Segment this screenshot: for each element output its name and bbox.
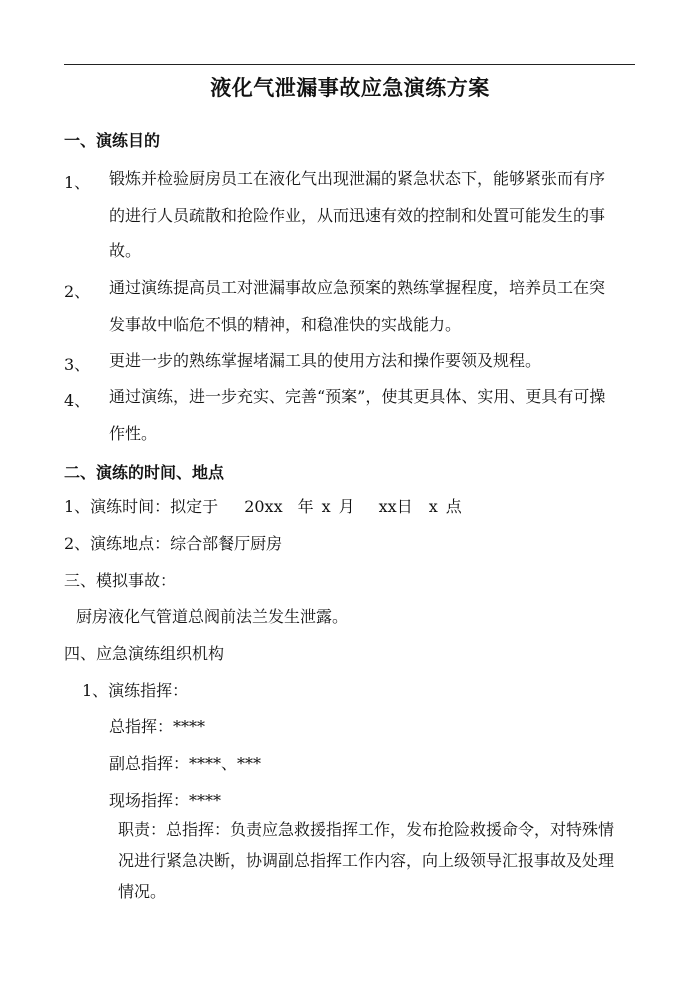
duty-line: 职责：总指挥：负责应急救援指挥工作，发布抢险救援命令，对特殊情 [118,820,615,839]
paragraph-line: 锻炼并检验厨房员工在液化气出现泄漏的紧急状态下，能够紧张而有序 [109,169,606,188]
paragraph-line: 通过演练，进一步充实、完善“预案”，使其更具体、实用、更具有可操 [109,387,606,406]
header-rule [64,64,635,65]
subsection-command: 1、演练指挥： [82,681,189,700]
drill-time-day: xx [378,497,397,516]
list-item-number: 3、 [64,355,91,374]
paragraph-line: 作性。 [109,424,158,443]
deputy-commander: 副总指挥：****、*** [109,754,262,773]
section-heading-time-place: 二、演练的时间、地点 [64,463,225,482]
section-heading-simulated-accident: 三、模拟事故： [64,571,177,590]
section-heading-organization: 四、应急演练组织机构 [64,644,225,663]
drill-time-hour: x [428,497,438,516]
site-commander: 现场指挥：**** [109,791,222,810]
drill-time-year: 20xx [244,497,283,516]
paragraph-line: 通过演练提高员工对泄漏事故应急预案的熟练掌握程度，培养员工在突 [109,278,606,297]
drill-time-line [64,497,462,517]
drill-place-line: 2、演练地点：综合部餐厅厨房 [64,534,283,553]
drill-time-hour-unit: 点 [445,497,462,516]
chief-commander: 总指挥：**** [109,717,206,736]
drill-time-month-unit: 月 [338,497,355,516]
paragraph-line: 发事故中临危不惧的精神，和稳准快的实战能力。 [109,315,462,334]
list-item-number: 4、 [64,391,91,410]
duty-line: 情况。 [118,882,167,901]
drill-time-month: x [321,497,331,516]
paragraph-line: 故。 [109,241,142,260]
list-item-number: 1、 [64,173,91,192]
drill-time-year-unit: 年 [297,497,314,516]
simulated-accident-text: 厨房液化气管道总阀前法兰发生泄露。 [76,607,349,626]
drill-time-day-unit: 日 [396,497,413,516]
paragraph-line: 更进一步的熟练掌握堵漏工具的使用方法和操作要领及规程。 [109,351,542,370]
duty-line: 况进行紧急决断，协调副总指挥工作内容，向上级领导汇报事故及处理 [118,851,615,870]
section-heading-purpose: 一、演练目的 [64,131,161,150]
page-title: 液化气泄漏事故应急演练方案 [210,75,490,100]
paragraph-line: 的进行人员疏散和抢险作业，从而迅速有效的控制和处置可能发生的事 [109,206,606,225]
list-item-number: 2、 [64,282,91,301]
drill-time-label: 1、演练时间：拟定于 [64,497,219,516]
